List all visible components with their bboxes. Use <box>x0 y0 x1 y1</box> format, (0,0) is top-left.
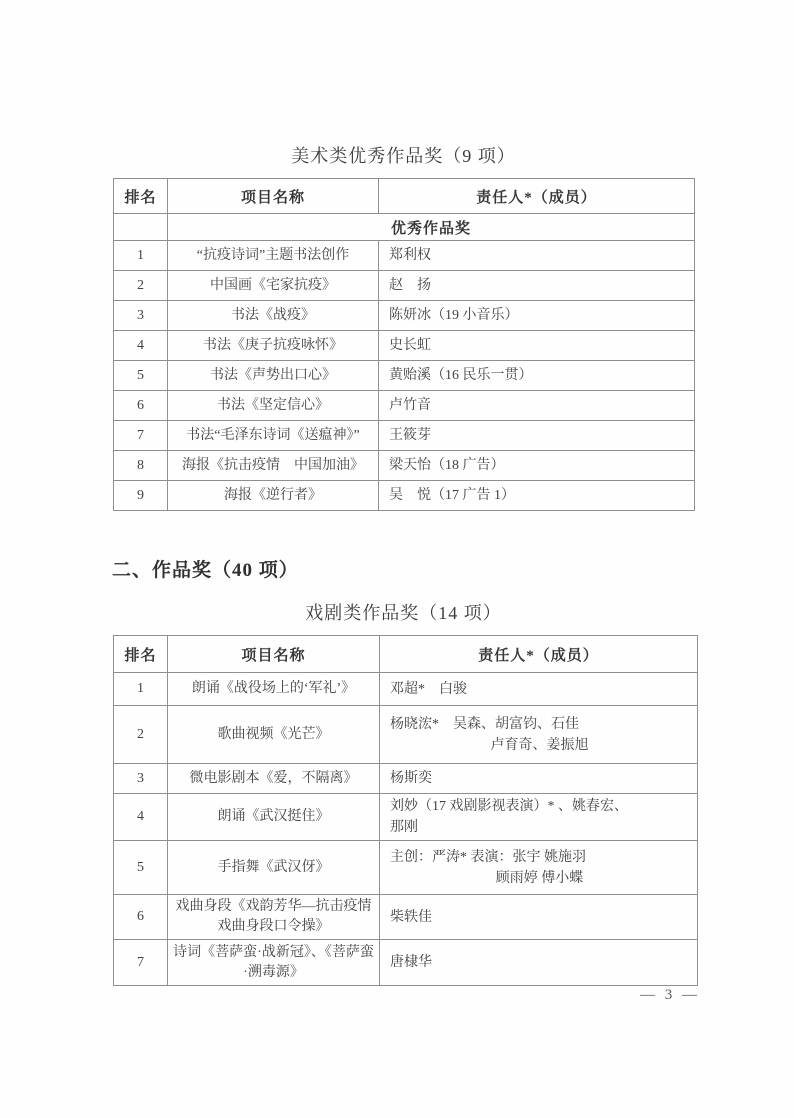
rank-cell: 4 <box>114 331 168 361</box>
table-row <box>114 940 698 986</box>
project-cell: 书法《庚子抗疫咏怀》 <box>168 331 379 361</box>
section-heading: 二、作品奖（40 项） <box>112 560 299 581</box>
project-cell: 海报《逆行者》 <box>168 481 379 511</box>
rank-cell: 7 <box>114 421 168 451</box>
project-cell: 朗诵《战役场上的‘军礼’》 <box>168 673 380 706</box>
responsible-cell: 杨斯奕 <box>380 764 698 794</box>
responsible-cell: 唐棣华 <box>380 940 698 986</box>
table-header-row <box>114 179 695 214</box>
responsible-line: 刘妙（17 戏剧影视表演）* 、姚春宏、 <box>390 799 628 814</box>
project-header: 项目名称 <box>168 636 380 673</box>
rank-header: 排名 <box>114 636 168 673</box>
project-cell: 戏曲身段《戏韵芳华—抗击疫情戏曲身段口令操》 <box>168 895 380 940</box>
table-row <box>114 451 695 481</box>
responsible-line: 那刚 <box>390 820 418 835</box>
project-cell: 诗词《菩萨蛮·战新冠》、《菩萨蛮·溯毒源》 <box>168 940 380 986</box>
art-awards-table <box>113 178 695 511</box>
responsible-cell: 卢竹音 <box>379 391 695 421</box>
table1-title: 美术类优秀作品奖（9 项） <box>291 146 516 166</box>
rank-cell: 3 <box>114 764 168 794</box>
rank-cell: 2 <box>114 271 168 301</box>
responsible-cell: 赵 扬 <box>379 271 695 301</box>
project-cell: 书法《坚定信心》 <box>168 391 379 421</box>
page-number: — 3 — <box>640 987 700 1003</box>
subheader-cell: 优秀作品奖 <box>168 214 695 241</box>
responsible-cell <box>380 841 698 895</box>
responsible-line: 顾雨婷 傅小蝶 <box>495 870 584 886</box>
responsible-header: 责任人*（成员） <box>380 636 698 673</box>
rank-cell: 8 <box>114 451 168 481</box>
table-row <box>114 271 695 301</box>
table-header-row <box>114 636 698 673</box>
table-row <box>114 331 695 361</box>
rank-cell: 4 <box>114 794 168 841</box>
responsible-cell: 郑利权 <box>379 241 695 271</box>
subheader-row <box>114 214 695 241</box>
rank-cell: 6 <box>114 895 168 940</box>
responsible-cell: 吴 悦（17 广告 1） <box>379 481 695 511</box>
project-cell: 中国画《宅家抗疫》 <box>168 271 379 301</box>
project-cell: “抗疫诗词”主题书法创作 <box>168 241 379 271</box>
table-row <box>114 673 698 706</box>
project-cell: 书法“毛泽东诗词《送瘟神》” <box>168 421 379 451</box>
responsible-cell <box>380 794 698 841</box>
rank-cell: 5 <box>114 841 168 895</box>
responsible-cell: 柴轶佳 <box>380 895 698 940</box>
responsible-cell: 王筱芽 <box>379 421 695 451</box>
table2-title: 戏剧类作品奖（14 项） <box>305 603 502 623</box>
table-row <box>114 794 698 841</box>
responsible-cell: 黄贻溪（16 民乐一贯） <box>379 361 695 391</box>
table-row <box>114 841 698 895</box>
project-cell: 微电影剧本《爱，不隔离》 <box>168 764 380 794</box>
rank-cell: 1 <box>114 673 168 706</box>
table-row <box>114 481 695 511</box>
rank-cell: 3 <box>114 301 168 331</box>
project-cell: 手指舞《武汉伢》 <box>168 841 380 895</box>
project-cell: 朗诵《武汉挺住》 <box>168 794 380 841</box>
table-row <box>114 421 695 451</box>
responsible-line: 卢育奇、姜振旭 <box>490 737 589 753</box>
table-row <box>114 301 695 331</box>
responsible-header: 责任人*（成员） <box>379 179 695 214</box>
rank-cell: 7 <box>114 940 168 986</box>
project-cell: 海报《抗击疫情 中国加油》 <box>168 451 379 481</box>
rank-cell: 6 <box>114 391 168 421</box>
rank-cell: 2 <box>114 706 168 764</box>
project-cell: 书法《战疫》 <box>168 301 379 331</box>
table-row <box>114 764 698 794</box>
drama-awards-table <box>113 635 698 986</box>
rank-cell: 1 <box>114 241 168 271</box>
responsible-cell <box>380 706 698 764</box>
responsible-line: 杨晓浤* 吴森、胡富钧、石佳 <box>390 716 579 732</box>
responsible-cell: 邓超* 白骏 <box>380 673 698 706</box>
responsible-cell: 陈妍冰（19 小音乐） <box>379 301 695 331</box>
table-row <box>114 361 695 391</box>
rank-header: 排名 <box>114 179 168 214</box>
rank-cell: 9 <box>114 481 168 511</box>
project-cell: 歌曲视频《光芒》 <box>168 706 380 764</box>
project-cell: 书法《声势出口心》 <box>168 361 379 391</box>
table-row <box>114 706 698 764</box>
table-row <box>114 391 695 421</box>
project-header: 项目名称 <box>168 179 379 214</box>
responsible-line: 主创：严涛* 表演：张宇 姚施羽 <box>390 849 586 865</box>
responsible-cell: 梁天怡（18 广告） <box>379 451 695 481</box>
empty-cell <box>114 214 168 241</box>
rank-cell: 5 <box>114 361 168 391</box>
table-row <box>114 241 695 271</box>
responsible-cell: 史长虹 <box>379 331 695 361</box>
table-row <box>114 895 698 940</box>
